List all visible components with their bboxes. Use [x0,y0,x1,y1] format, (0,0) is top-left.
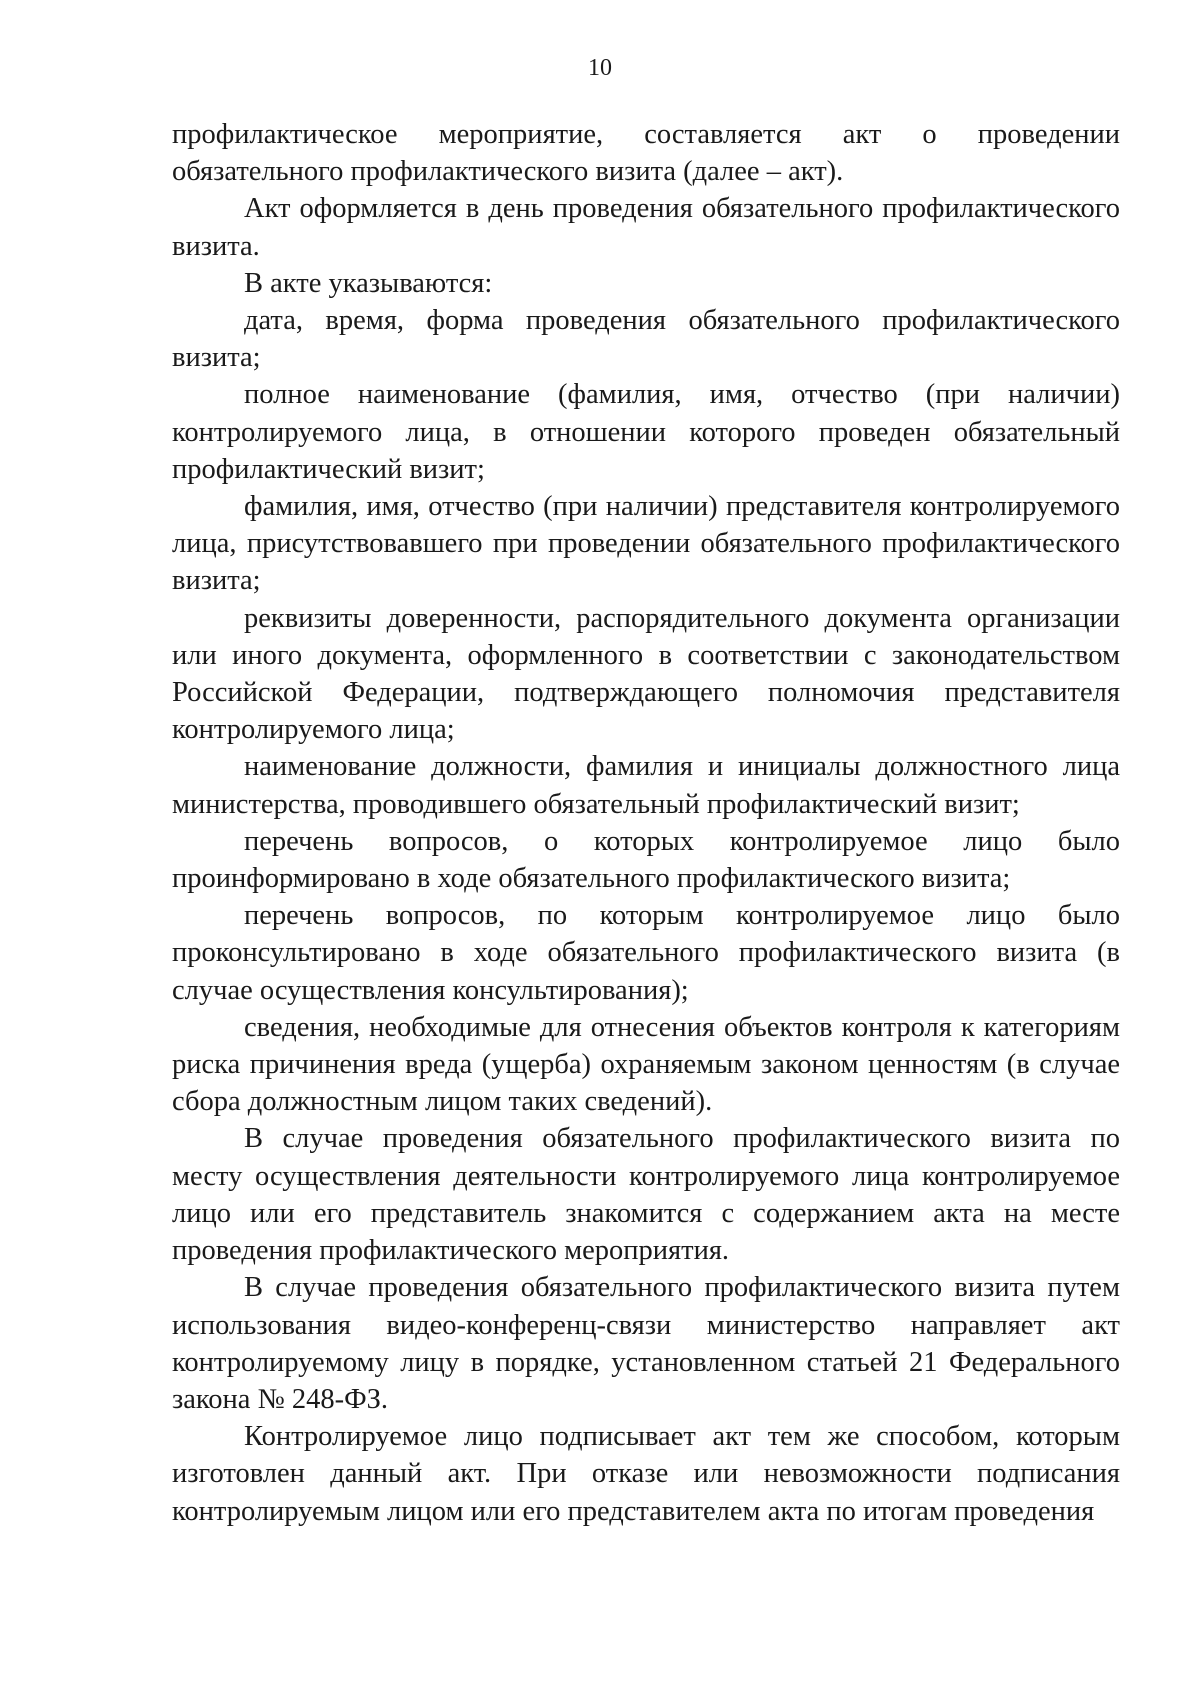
list-item: сведения, необходимые для отнесения объектов контроля к категориям риска причинения вреда (ущерба) охраняемым законом ценностям (в случае сбора должностным лицом таких сведений). [172,1011,1120,1118]
paragraph: профилактическое мероприятие, составляется акт о проведении обязательного профилактического визита (далее – акт). [172,119,1120,188]
list-item: дата, время, форма проведения обязательного профилактического визита; [172,305,1120,374]
list-item: перечень вопросов, по которым контролируемое лицо было проконсультировано в ходе обязательного профилактического визита (в случае осуществления консультирования); [172,900,1120,1006]
list-item: наименование должности, фамилия и инициалы должностного лица министерства, проводившего обязательный профилактический визит; [172,751,1120,820]
page-number: 10 [588,55,612,81]
list-item: перечень вопросов, о которых контролируемое лицо было проинформировано в ходе обязательного профилактического визита; [172,825,1120,895]
list-item: реквизиты доверенности, распорядительного документа организации или иного документа, оформленного в соответствии с законодательством Российской Федерации, подтверждающего полномочия представителя контролируемого лица; [172,602,1120,746]
document-body [172,116,1120,1530]
paragraph: Акт оформляется в день проведения обязательного профилактического визита. [172,193,1120,262]
list-item: полное наименование (фамилия, имя, отчество (при наличии) контролируемого лица, в отношении которого проведен обязательный профилактический визит; [172,379,1120,485]
paragraph: Контролируемое лицо подписывает акт тем же способом, которым изготовлен данный акт. При отказе или невозможности подписания контролируемым лицом или его представителем акта по итогам проведения [172,1421,1120,1527]
list-item: фамилия, имя, отчество (при наличии) представителя контролируемого лица, присутствовавшего при проведении обязательного профилактического визита; [172,491,1120,597]
paragraph: В случае проведения обязательного профилактического визита путем использования видео-конференц-связи министерство направляет акт контролируемому лицу в порядке, установленном статьей 21 Федерального закона № 248-ФЗ. [172,1272,1120,1415]
paragraph: В случае проведения обязательного профилактического визита по месту осуществления деятельности контролируемого лица контролируемое лицо или его представитель знакомится с содержанием акта на месте проведения профилактического мероприятия. [172,1123,1120,1267]
paragraph: В акте указываются: [244,267,493,299]
